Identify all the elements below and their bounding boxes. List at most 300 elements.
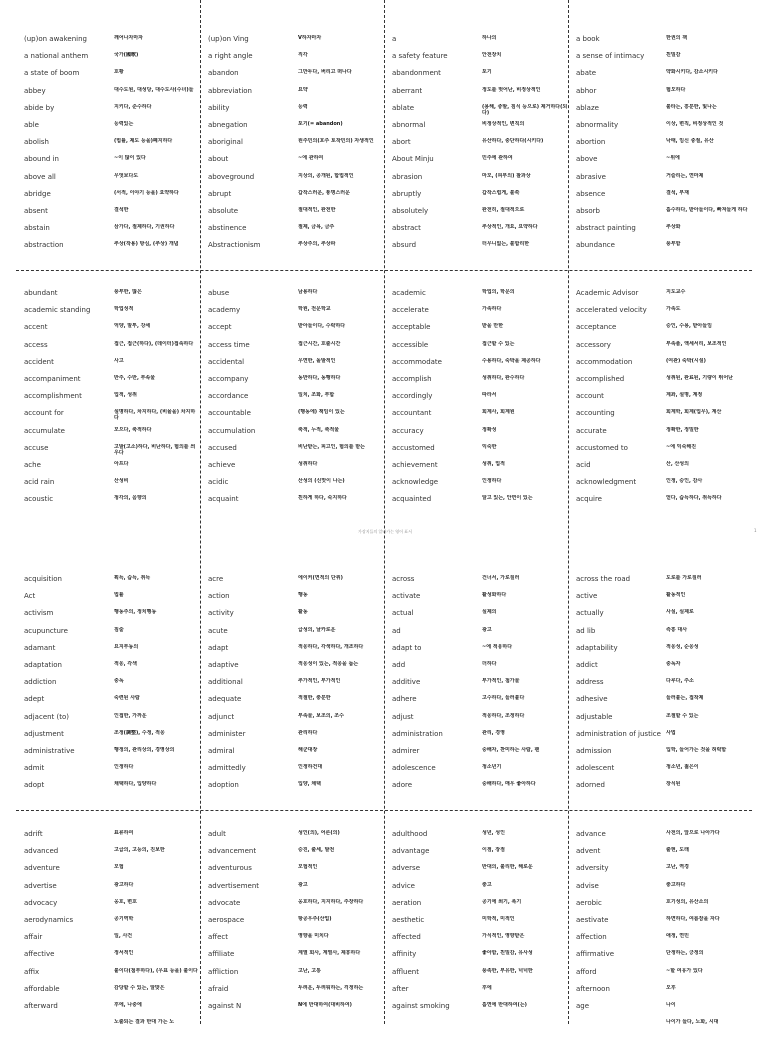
korean-meaning: 반주, 수반, 부속물 xyxy=(114,375,156,381)
korean-meaning: 정서적인 xyxy=(114,950,134,957)
vocabulary-column xyxy=(200,289,384,519)
english-term: affinity xyxy=(392,950,417,959)
korean-meaning: 사고 xyxy=(114,357,124,364)
english-term: accordance xyxy=(208,392,249,401)
vocabulary-entry xyxy=(24,241,200,257)
korean-meaning: 나이가 들다, 노화, 시대 xyxy=(666,1019,719,1026)
korean-meaning: 회계사, 회계원 xyxy=(482,409,515,416)
english-term: advertisement xyxy=(208,881,260,890)
english-term: additive xyxy=(392,678,421,687)
korean-meaning: 학업의, 학문의 xyxy=(482,289,515,295)
english-term: adjacent (to) xyxy=(24,712,70,721)
korean-meaning: 인정하다 xyxy=(482,478,502,485)
korean-meaning: 업적, 성취 xyxy=(114,392,137,399)
vocabulary-entry xyxy=(392,661,568,677)
korean-meaning: 안전장치 xyxy=(482,52,502,59)
english-term: abortion xyxy=(576,138,606,147)
korean-meaning: 받아들이다, 수락하다 xyxy=(298,323,346,330)
english-term: admission xyxy=(576,747,612,755)
english-term: acute xyxy=(208,626,228,635)
vocabulary-entry xyxy=(392,207,568,223)
vocabulary-entry xyxy=(24,289,200,305)
vocabulary-entry xyxy=(392,882,568,898)
korean-meaning: 원주민의(호주 토착민의) 자생적인 xyxy=(298,138,374,145)
english-term: a state of boom xyxy=(24,69,80,78)
english-term: accustomed to xyxy=(576,443,628,452)
english-term: abrupt xyxy=(208,189,232,198)
korean-meaning: 적응성, 순응성 xyxy=(666,643,699,650)
english-term: acupuncture xyxy=(24,626,68,635)
korean-meaning: 대수도원, 대성당, 대수도사(수녀)들 xyxy=(114,86,194,93)
vocabulary-entry xyxy=(208,730,384,746)
english-term: admiral xyxy=(208,747,235,755)
english-term: advocacy xyxy=(24,898,58,907)
vocabulary-entry xyxy=(24,899,200,915)
english-term: adolescence xyxy=(392,764,436,773)
vocabulary-entry xyxy=(24,173,200,189)
english-term: advent xyxy=(576,847,601,856)
vocabulary-entry xyxy=(392,847,568,863)
vocabulary-entry xyxy=(392,933,568,949)
korean-meaning: 적절한, 충분한 xyxy=(298,695,331,702)
vocabulary-entry xyxy=(576,985,752,1001)
english-term: accelerated velocity xyxy=(576,306,647,315)
english-term: afraid xyxy=(208,984,229,993)
english-term: (up)on Ving xyxy=(208,35,249,43)
korean-meaning: 풍부함 xyxy=(666,241,681,248)
vocabulary-entry xyxy=(576,864,752,880)
korean-meaning: 법률 xyxy=(114,592,124,599)
korean-meaning: 인정하다 xyxy=(114,764,134,771)
korean-meaning: 채택하다, 입양하다 xyxy=(114,781,157,788)
vocabulary-column xyxy=(568,289,752,519)
vocabulary-entry xyxy=(208,882,384,898)
vocabulary-entry xyxy=(208,35,384,51)
english-term: adversity xyxy=(576,864,609,873)
english-term: about xyxy=(208,155,229,164)
korean-meaning: 더하다 xyxy=(482,661,497,667)
english-term: aeration xyxy=(392,898,422,907)
korean-meaning: 흡연에 반대하여(는) xyxy=(482,1002,527,1008)
english-term: accountant xyxy=(392,409,432,418)
korean-meaning: 영향을 미치다 xyxy=(298,933,329,940)
korean-meaning: 이점, 장점 xyxy=(482,847,505,854)
english-term: additional xyxy=(208,678,243,687)
english-term: acquaint xyxy=(208,495,239,504)
korean-meaning: 혐오하다 xyxy=(666,86,686,93)
english-term: abstraction xyxy=(24,241,64,250)
korean-meaning: 성취된, 완료된, 기량이 뛰어난 xyxy=(666,375,733,381)
page-number: 1 xyxy=(754,528,757,533)
vocabulary-entry xyxy=(392,781,568,797)
vocabulary-entry xyxy=(576,847,752,863)
korean-meaning: 부속물, 보조의, 조수 xyxy=(298,712,344,719)
vocabulary-entry xyxy=(576,478,752,494)
vocabulary-entry xyxy=(24,847,200,863)
korean-meaning: 노출되는 결과 반대 가는 노 xyxy=(114,1019,175,1026)
english-term: aerospace xyxy=(208,916,245,924)
korean-meaning: 포기 xyxy=(482,69,492,76)
korean-meaning: 관리, 경영 xyxy=(482,729,505,736)
vocabulary-entry xyxy=(576,138,752,154)
vocabulary-entry xyxy=(392,375,568,391)
korean-meaning: 항공우주(산업) xyxy=(298,916,332,922)
vocabulary-entry xyxy=(392,495,568,511)
english-term: acknowledgment xyxy=(576,478,637,487)
vocabulary-entry xyxy=(208,864,384,880)
english-term: action xyxy=(208,592,230,601)
english-term: afternoon xyxy=(576,984,610,993)
vocabulary-entry xyxy=(24,306,200,322)
english-term: adulthood xyxy=(392,830,428,838)
english-term: adult xyxy=(208,830,226,838)
english-term: ablate xyxy=(392,103,415,112)
korean-meaning: 요지부동의 xyxy=(114,643,139,650)
english-term: Act xyxy=(24,592,36,601)
korean-meaning: 완전히, 절대적으로 xyxy=(482,207,525,213)
english-term: abstain xyxy=(24,224,50,233)
korean-meaning: 일, 사건 xyxy=(114,933,133,940)
english-term: a safety feature xyxy=(392,52,448,61)
korean-meaning: 산성비 xyxy=(114,478,129,485)
vocabulary-entry xyxy=(24,190,200,206)
english-term: adhere xyxy=(392,695,417,704)
vocabulary-entry xyxy=(24,764,200,780)
korean-meaning: 인정하건대 xyxy=(298,764,323,771)
english-term: adopt xyxy=(24,781,45,790)
vocabulary-entry xyxy=(208,661,384,677)
vocabulary-entry xyxy=(576,495,752,511)
vocabulary-entry xyxy=(208,121,384,137)
vocabulary-entry xyxy=(24,882,200,898)
vocabulary-entry xyxy=(576,375,752,391)
korean-meaning: 활동 xyxy=(298,609,308,616)
vocabulary-entry xyxy=(24,592,200,608)
korean-meaning: 숭배자, 찬미하는 사람, 팬 xyxy=(482,747,540,753)
vocabulary-entry xyxy=(392,1019,568,1035)
vocabulary-entry xyxy=(392,592,568,608)
korean-meaning: 애정, 연민 xyxy=(666,933,689,940)
english-term: admittedly xyxy=(208,764,246,773)
vocabulary-entry xyxy=(24,747,200,763)
vocabulary-entry xyxy=(576,207,752,223)
english-term: accomplish xyxy=(392,375,432,383)
korean-meaning: 공기역학 xyxy=(114,916,134,922)
vocabulary-entry xyxy=(576,592,752,608)
korean-meaning: 숙련된 사람 xyxy=(114,695,140,702)
korean-meaning: 모험 xyxy=(114,864,124,871)
english-term: absurd xyxy=(392,241,417,250)
english-term: aestivate xyxy=(576,916,609,924)
english-term: acidic xyxy=(208,478,229,487)
vocabulary-block xyxy=(16,35,752,265)
english-term: affliction xyxy=(208,967,239,976)
english-term: activity xyxy=(208,609,234,618)
vocabulary-entry xyxy=(208,224,384,240)
vocabulary-entry xyxy=(24,678,200,694)
english-term: abrasive xyxy=(576,172,606,181)
english-term: absolutely xyxy=(392,207,429,215)
english-term: accommodation xyxy=(576,357,633,366)
korean-meaning: 수용하다, 숙박을 제공하다 xyxy=(482,357,541,364)
vocabulary-column xyxy=(200,830,384,1060)
english-term: account xyxy=(576,392,604,401)
vocabulary-entry xyxy=(24,207,200,223)
vocabulary-column xyxy=(568,830,752,1060)
vocabulary-entry xyxy=(392,627,568,643)
english-term: affective xyxy=(24,950,55,959)
vocabulary-entry xyxy=(208,627,384,643)
korean-meaning: 접근, 접근(하다), (데이터)접속하다 xyxy=(114,340,194,347)
korean-meaning: 장식된 xyxy=(666,781,681,788)
vocabulary-entry xyxy=(24,661,200,677)
english-term: abruptly xyxy=(392,189,422,198)
korean-meaning: 정확성 xyxy=(482,426,497,433)
vocabulary-entry xyxy=(576,121,752,137)
vocabulary-entry xyxy=(208,899,384,915)
vocabulary-entry xyxy=(24,495,200,511)
english-term: adept xyxy=(24,695,45,704)
english-term: acre xyxy=(208,575,224,583)
vocabulary-entry xyxy=(208,155,384,171)
english-term: aboriginal xyxy=(208,138,243,147)
vocabulary-entry xyxy=(208,495,384,511)
korean-meaning: 관리하다 xyxy=(298,729,318,736)
korean-meaning: 성취하다 xyxy=(298,461,318,467)
english-term: adventurous xyxy=(208,864,252,873)
korean-meaning: 풍족한, 부유한, 넉넉한 xyxy=(482,967,533,974)
korean-meaning: 후에, 나중에 xyxy=(114,1002,142,1008)
english-term: adorned xyxy=(576,781,605,790)
korean-meaning: 마모, (피부의) 찰과상 xyxy=(482,172,531,179)
korean-meaning: 접근할 수 있는 xyxy=(482,340,515,347)
korean-meaning: 갑작스럽게, 불쑥 xyxy=(482,189,520,196)
vocabulary-entry xyxy=(208,933,384,949)
vocabulary-entry xyxy=(24,609,200,625)
vocabulary-entry xyxy=(576,306,752,322)
vocabulary-entry xyxy=(392,69,568,85)
korean-meaning: 추상주의, 추상파 xyxy=(298,241,336,248)
korean-meaning: 계좌, 설명, 계정 xyxy=(666,392,703,399)
korean-meaning: 붙이다(첨부하다), (우표 등을) 붙이다 xyxy=(114,967,198,974)
vocabulary-entry xyxy=(24,830,200,846)
vocabulary-entry xyxy=(576,87,752,103)
korean-meaning: 옹호, 변호 xyxy=(114,898,137,905)
korean-meaning: 축적, 누적, 축적물 xyxy=(298,426,340,433)
vocabulary-entry xyxy=(392,427,568,443)
english-term: adaptive xyxy=(208,661,239,669)
vocabulary-entry xyxy=(208,69,384,85)
english-term: accuse xyxy=(24,443,49,452)
vocabulary-entry xyxy=(24,950,200,966)
korean-meaning: 계열 회사, 계열사, 제휴하다 xyxy=(298,950,361,957)
english-term: accidental xyxy=(208,357,245,366)
korean-meaning: 호기성의, 유산소의 xyxy=(666,898,709,905)
vocabulary-entry xyxy=(24,1019,200,1035)
korean-meaning: 반대의, 불리한, 해로운 xyxy=(482,864,533,871)
english-term: address xyxy=(576,678,604,687)
vocabulary-entry xyxy=(24,138,200,154)
english-term: Academic Advisor xyxy=(576,289,639,297)
english-term: across xyxy=(392,575,415,583)
vocabulary-entry xyxy=(208,575,384,591)
english-term: abnormality xyxy=(576,121,619,129)
vocabulary-entry xyxy=(24,781,200,797)
english-term: adore xyxy=(392,781,413,790)
korean-meaning: 오후 xyxy=(666,984,676,991)
english-term: accident xyxy=(24,357,54,366)
english-term: accordingly xyxy=(392,392,433,401)
english-term: accustomed xyxy=(392,443,435,452)
vocabulary-entry xyxy=(208,87,384,103)
vocabulary-entry xyxy=(24,461,200,477)
vocabulary-entry xyxy=(576,764,752,780)
vocabulary-entry xyxy=(208,306,384,322)
vocabulary-block xyxy=(16,289,752,519)
english-term: age xyxy=(576,1002,590,1010)
korean-meaning: 불타는, 흥분한, 빛나는 xyxy=(666,103,717,110)
korean-meaning: 다루다, 주소 xyxy=(666,678,694,685)
korean-meaning: 국가(國歌) xyxy=(114,52,139,59)
korean-meaning: 획득, 습득, 취득 xyxy=(114,575,151,581)
english-term: academic xyxy=(392,289,426,297)
korean-meaning: 적응성이 있는, 적응을 돕는 xyxy=(298,661,359,667)
english-term: accused xyxy=(208,443,237,452)
korean-meaning: 일치, 조화, 부합 xyxy=(298,392,335,399)
english-term: ablaze xyxy=(576,103,599,112)
english-term: adapt xyxy=(208,643,229,652)
korean-meaning: 성취하다, 완수하다 xyxy=(482,375,525,381)
vocabulary-entry xyxy=(392,138,568,154)
english-term: acquainted xyxy=(392,495,432,504)
english-term: accept xyxy=(208,323,232,332)
korean-meaning: 직각 xyxy=(298,52,308,59)
english-term: against N xyxy=(208,1002,242,1010)
english-term: addict xyxy=(576,661,598,669)
english-term: abundant xyxy=(24,289,58,297)
english-term: accompaniment xyxy=(24,375,81,383)
vocabulary-entry xyxy=(392,155,568,171)
korean-meaning: 충고하다 xyxy=(666,881,686,888)
vocabulary-entry xyxy=(24,121,200,137)
english-term: adamant xyxy=(24,643,56,652)
korean-meaning: 설명하다, 차지하다, (비율을) 차지하다 xyxy=(114,409,196,422)
korean-meaning: 친하게 하다, 숙지하다 xyxy=(298,495,347,502)
vocabulary-entry xyxy=(392,950,568,966)
korean-meaning: 이상, 변칙, 비정상적인 것 xyxy=(666,121,724,127)
korean-meaning: 좋아함, 친밀감, 유사성 xyxy=(482,950,533,957)
vocabulary-entry xyxy=(208,190,384,206)
vocabulary-entry xyxy=(576,933,752,949)
korean-meaning: 침술 xyxy=(114,626,124,633)
korean-meaning: (서적, 이야기 등을) 요약하다 xyxy=(114,189,179,196)
vocabulary-entry xyxy=(576,69,752,85)
korean-meaning: 익숙한 xyxy=(482,443,497,450)
english-term: abide by xyxy=(24,103,55,112)
vocabulary-column xyxy=(16,35,200,265)
english-term: advice xyxy=(392,881,415,890)
english-term: affiliate xyxy=(208,950,235,959)
vocabulary-entry xyxy=(392,864,568,880)
english-term: able xyxy=(24,121,39,129)
english-term: above all xyxy=(24,172,56,181)
vocabulary-entry xyxy=(576,323,752,339)
korean-meaning: 성취, 업적 xyxy=(482,461,505,467)
korean-meaning: 한권의 책 xyxy=(666,35,688,41)
vocabulary-entry xyxy=(208,678,384,694)
vocabulary-column xyxy=(568,575,752,805)
vocabulary-entry xyxy=(208,916,384,932)
vocabulary-entry xyxy=(24,358,200,374)
korean-meaning: 접근시간, 호출시간 xyxy=(298,340,341,347)
korean-meaning: 능력 xyxy=(298,103,308,110)
korean-meaning: 지상의, 공개된, 합법적인 xyxy=(298,172,354,179)
vocabulary-entry xyxy=(208,1019,384,1035)
english-term: adhesive xyxy=(576,695,608,704)
english-term: a national anthem xyxy=(24,52,89,61)
korean-meaning: 급성의, 날카로운 xyxy=(298,626,336,633)
korean-meaning: 성년, 성인 xyxy=(482,830,505,836)
korean-meaning: 옹호하다, 지지하다, 주장하다 xyxy=(298,898,364,905)
vocabulary-entry xyxy=(576,950,752,966)
korean-meaning: 비정상적인, 변칙의 xyxy=(482,121,525,127)
english-term: advise xyxy=(576,881,599,890)
korean-meaning: (용해, 증발, 침식 등으로) 제거하다(되다) xyxy=(482,103,568,116)
korean-meaning: 행정의, 관리상의, 경영상의 xyxy=(114,747,175,753)
vocabulary-entry xyxy=(576,427,752,443)
english-term: adequate xyxy=(208,695,242,704)
korean-meaning: 출현, 도래 xyxy=(666,847,689,854)
korean-meaning: 나이 xyxy=(666,1002,676,1008)
english-term: adverse xyxy=(392,864,421,873)
vocabulary-column xyxy=(16,830,200,1060)
vocabulary-entry xyxy=(576,1019,752,1035)
vocabulary-entry xyxy=(576,575,752,591)
english-term: aesthetic xyxy=(392,916,425,924)
vocabulary-entry xyxy=(392,968,568,984)
vocabulary-entry xyxy=(208,375,384,391)
english-term: adrift xyxy=(24,830,43,838)
vocabulary-entry xyxy=(24,1002,200,1018)
korean-meaning: (행동에) 책임이 있는 xyxy=(298,409,345,416)
korean-meaning: 활동적인 xyxy=(666,592,686,599)
vocabulary-entry xyxy=(24,695,200,711)
english-term: adaptability xyxy=(576,643,618,652)
english-term: administration xyxy=(392,729,443,738)
english-term: aerodynamics xyxy=(24,916,74,924)
korean-meaning: 깨어나자마자 xyxy=(114,35,143,41)
korean-meaning: 조절할 수 있는 xyxy=(666,712,699,719)
english-term: afford xyxy=(576,967,597,976)
korean-meaning: 무엇보다도 xyxy=(114,172,139,179)
korean-meaning: V하자마자 xyxy=(298,35,322,41)
english-term: addiction xyxy=(24,678,57,687)
korean-meaning: 비난받는, 피고인, 혐의를 받는 xyxy=(298,443,365,450)
korean-meaning: 사실, 실제로 xyxy=(666,609,694,616)
vocabulary-entry xyxy=(392,289,568,305)
korean-meaning: 에이커(면적의 단위) xyxy=(298,575,343,581)
vocabulary-entry xyxy=(392,830,568,846)
korean-meaning: 가속하다 xyxy=(482,306,502,313)
vocabulary-entry xyxy=(576,882,752,898)
korean-meaning: 감당할 수 있는, 알맞은 xyxy=(114,984,165,991)
korean-meaning: 입학, 들어가는 것을 허락함 xyxy=(666,747,727,753)
vocabulary-entry xyxy=(576,1002,752,1018)
english-term: accomplishment xyxy=(24,392,82,401)
english-term: acceptance xyxy=(576,323,617,332)
vocabulary-entry xyxy=(392,461,568,477)
english-term: aerobic xyxy=(576,898,602,907)
